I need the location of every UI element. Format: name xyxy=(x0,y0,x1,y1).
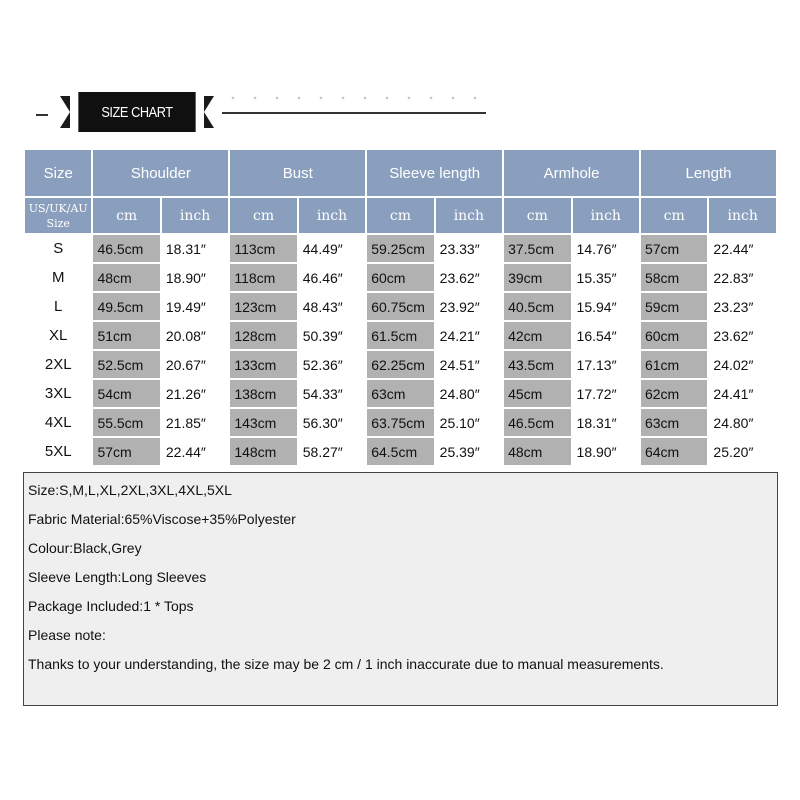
cm-cell: 42cm xyxy=(504,322,570,349)
inch-cell: 24.80″ xyxy=(709,409,776,436)
cm-cell: 54cm xyxy=(93,380,159,407)
inch-cell: 24.51″ xyxy=(436,351,502,378)
note-accuracy: Thanks to your understanding, the size may be 2 cm / 1 inch inaccurate due to manual measurements. xyxy=(28,656,664,672)
inch-cell: 20.67″ xyxy=(162,351,228,378)
table-row xyxy=(25,293,776,320)
size-cell: M xyxy=(25,264,91,291)
cm-cell: 64.5cm xyxy=(367,438,433,465)
banner-rule xyxy=(222,112,486,114)
cm-cell: 58cm xyxy=(641,264,707,291)
cm-cell: 40.5cm xyxy=(504,293,570,320)
inch-cell: 25.10″ xyxy=(436,409,502,436)
header-row xyxy=(25,150,776,196)
cm-cell: 39cm xyxy=(504,264,570,291)
inch-cell: 23.92″ xyxy=(436,293,502,320)
table-row xyxy=(25,235,776,262)
cm-cell: 49.5cm xyxy=(93,293,159,320)
inch-cell: 24.41″ xyxy=(709,380,776,407)
product-notes xyxy=(23,472,778,706)
cm-cell: 46.5cm xyxy=(93,235,159,262)
inch-cell: 54.33″ xyxy=(299,380,365,407)
cm-cell: 48cm xyxy=(504,438,570,465)
inch-cell: 52.36″ xyxy=(299,351,365,378)
inch-cell: 15.94″ xyxy=(573,293,639,320)
size-table xyxy=(23,148,778,467)
inch-cell: 14.76″ xyxy=(573,235,639,262)
inch-cell: 24.80″ xyxy=(436,380,502,407)
inch-cell: 18.90″ xyxy=(573,438,639,465)
size-cell: 3XL xyxy=(25,380,91,407)
banner-dash xyxy=(36,114,48,116)
cm-cell: 57cm xyxy=(93,438,159,465)
inch-cell: 21.85″ xyxy=(162,409,228,436)
table-row xyxy=(25,264,776,291)
unit-row xyxy=(25,198,776,233)
unit-cm: cm xyxy=(641,198,707,233)
cm-cell: 37.5cm xyxy=(504,235,570,262)
cm-cell: 118cm xyxy=(230,264,296,291)
size-chart xyxy=(23,148,778,470)
unit-inch: inch xyxy=(436,198,502,233)
inch-cell: 50.39″ xyxy=(299,322,365,349)
inch-cell: 22.44″ xyxy=(162,438,228,465)
region-size-label xyxy=(25,198,91,233)
cm-cell: 51cm xyxy=(93,322,159,349)
cm-cell: 59.25cm xyxy=(367,235,433,262)
cm-cell: 63cm xyxy=(367,380,433,407)
banner-dots xyxy=(222,96,486,100)
inch-cell: 23.23″ xyxy=(709,293,776,320)
inch-cell: 18.31″ xyxy=(573,409,639,436)
cm-cell: 55.5cm xyxy=(93,409,159,436)
note-sleeve: Sleeve Length:Long Sleeves xyxy=(28,569,207,585)
unit-cm: cm xyxy=(367,198,433,233)
inch-cell: 23.33″ xyxy=(436,235,502,262)
region-label-line2: Size xyxy=(46,216,70,230)
cm-cell: 133cm xyxy=(230,351,296,378)
cm-cell: 128cm xyxy=(230,322,296,349)
inch-cell: 15.35″ xyxy=(573,264,639,291)
inch-cell: 21.26″ xyxy=(162,380,228,407)
inch-cell: 46.46″ xyxy=(299,264,365,291)
cm-cell: 62cm xyxy=(641,380,707,407)
unit-inch: inch xyxy=(709,198,776,233)
size-cell: L xyxy=(25,293,91,320)
cm-cell: 62.25cm xyxy=(367,351,433,378)
note-colour: Colour:Black,Grey xyxy=(28,540,142,556)
ribbon-fold-left xyxy=(60,96,70,128)
table-row xyxy=(25,438,776,465)
size-cell: 2XL xyxy=(25,351,91,378)
header-size: Size xyxy=(25,150,91,196)
cm-cell: 61.5cm xyxy=(367,322,433,349)
cm-cell: 52.5cm xyxy=(93,351,159,378)
inch-cell: 23.62″ xyxy=(436,264,502,291)
cm-cell: 148cm xyxy=(230,438,296,465)
note-sizes: Size:S,M,L,XL,2XL,3XL,4XL,5XL xyxy=(28,482,232,498)
cm-cell: 63cm xyxy=(641,409,707,436)
inch-cell: 19.49″ xyxy=(162,293,228,320)
cm-cell: 60.75cm xyxy=(367,293,433,320)
table-row xyxy=(25,409,776,436)
inch-cell: 20.08″ xyxy=(162,322,228,349)
inch-cell: 25.20″ xyxy=(709,438,776,465)
size-cell: XL xyxy=(25,322,91,349)
table-row xyxy=(25,351,776,378)
cm-cell: 113cm xyxy=(230,235,296,262)
region-label-line1: US/UK/AU xyxy=(28,201,88,215)
banner-title: SIZE CHART xyxy=(78,92,195,132)
cm-cell: 60cm xyxy=(367,264,433,291)
cm-cell: 61cm xyxy=(641,351,707,378)
header-armhole: Armhole xyxy=(504,150,639,196)
inch-cell: 25.39″ xyxy=(436,438,502,465)
header-sleeve-length: Sleeve length xyxy=(367,150,502,196)
size-cell: 4XL xyxy=(25,409,91,436)
header-shoulder: Shoulder xyxy=(93,150,228,196)
table-row xyxy=(25,322,776,349)
inch-cell: 17.72″ xyxy=(573,380,639,407)
cm-cell: 45cm xyxy=(504,380,570,407)
note-material: Fabric Material:65%Viscose+35%Polyester xyxy=(28,511,296,527)
header-bust: Bust xyxy=(230,150,365,196)
unit-cm: cm xyxy=(93,198,159,233)
inch-cell: 44.49″ xyxy=(299,235,365,262)
cm-cell: 60cm xyxy=(641,322,707,349)
cm-cell: 59cm xyxy=(641,293,707,320)
unit-cm: cm xyxy=(504,198,570,233)
unit-inch: inch xyxy=(299,198,365,233)
size-cell: S xyxy=(25,235,91,262)
cm-cell: 138cm xyxy=(230,380,296,407)
note-please: Please note: xyxy=(28,627,106,643)
inch-cell: 18.31″ xyxy=(162,235,228,262)
size-chart-banner xyxy=(0,88,800,144)
inch-cell: 48.43″ xyxy=(299,293,365,320)
banner-ribbon xyxy=(60,92,214,132)
unit-inch: inch xyxy=(573,198,639,233)
cm-cell: 48cm xyxy=(93,264,159,291)
inch-cell: 56.30″ xyxy=(299,409,365,436)
unit-inch: inch xyxy=(162,198,228,233)
cm-cell: 123cm xyxy=(230,293,296,320)
inch-cell: 58.27″ xyxy=(299,438,365,465)
inch-cell: 16.54″ xyxy=(573,322,639,349)
inch-cell: 18.90″ xyxy=(162,264,228,291)
cm-cell: 57cm xyxy=(641,235,707,262)
inch-cell: 17.13″ xyxy=(573,351,639,378)
size-cell: 5XL xyxy=(25,438,91,465)
cm-cell: 64cm xyxy=(641,438,707,465)
note-package: Package Included:1 * Tops xyxy=(28,598,194,614)
unit-cm: cm xyxy=(230,198,296,233)
cm-cell: 43.5cm xyxy=(504,351,570,378)
inch-cell: 23.62″ xyxy=(709,322,776,349)
ribbon-fold-right xyxy=(204,96,214,128)
header-length: Length xyxy=(641,150,776,196)
inch-cell: 22.83″ xyxy=(709,264,776,291)
inch-cell: 24.02″ xyxy=(709,351,776,378)
cm-cell: 63.75cm xyxy=(367,409,433,436)
table-row xyxy=(25,380,776,407)
cm-cell: 46.5cm xyxy=(504,409,570,436)
inch-cell: 24.21″ xyxy=(436,322,502,349)
inch-cell: 22.44″ xyxy=(709,235,776,262)
cm-cell: 143cm xyxy=(230,409,296,436)
